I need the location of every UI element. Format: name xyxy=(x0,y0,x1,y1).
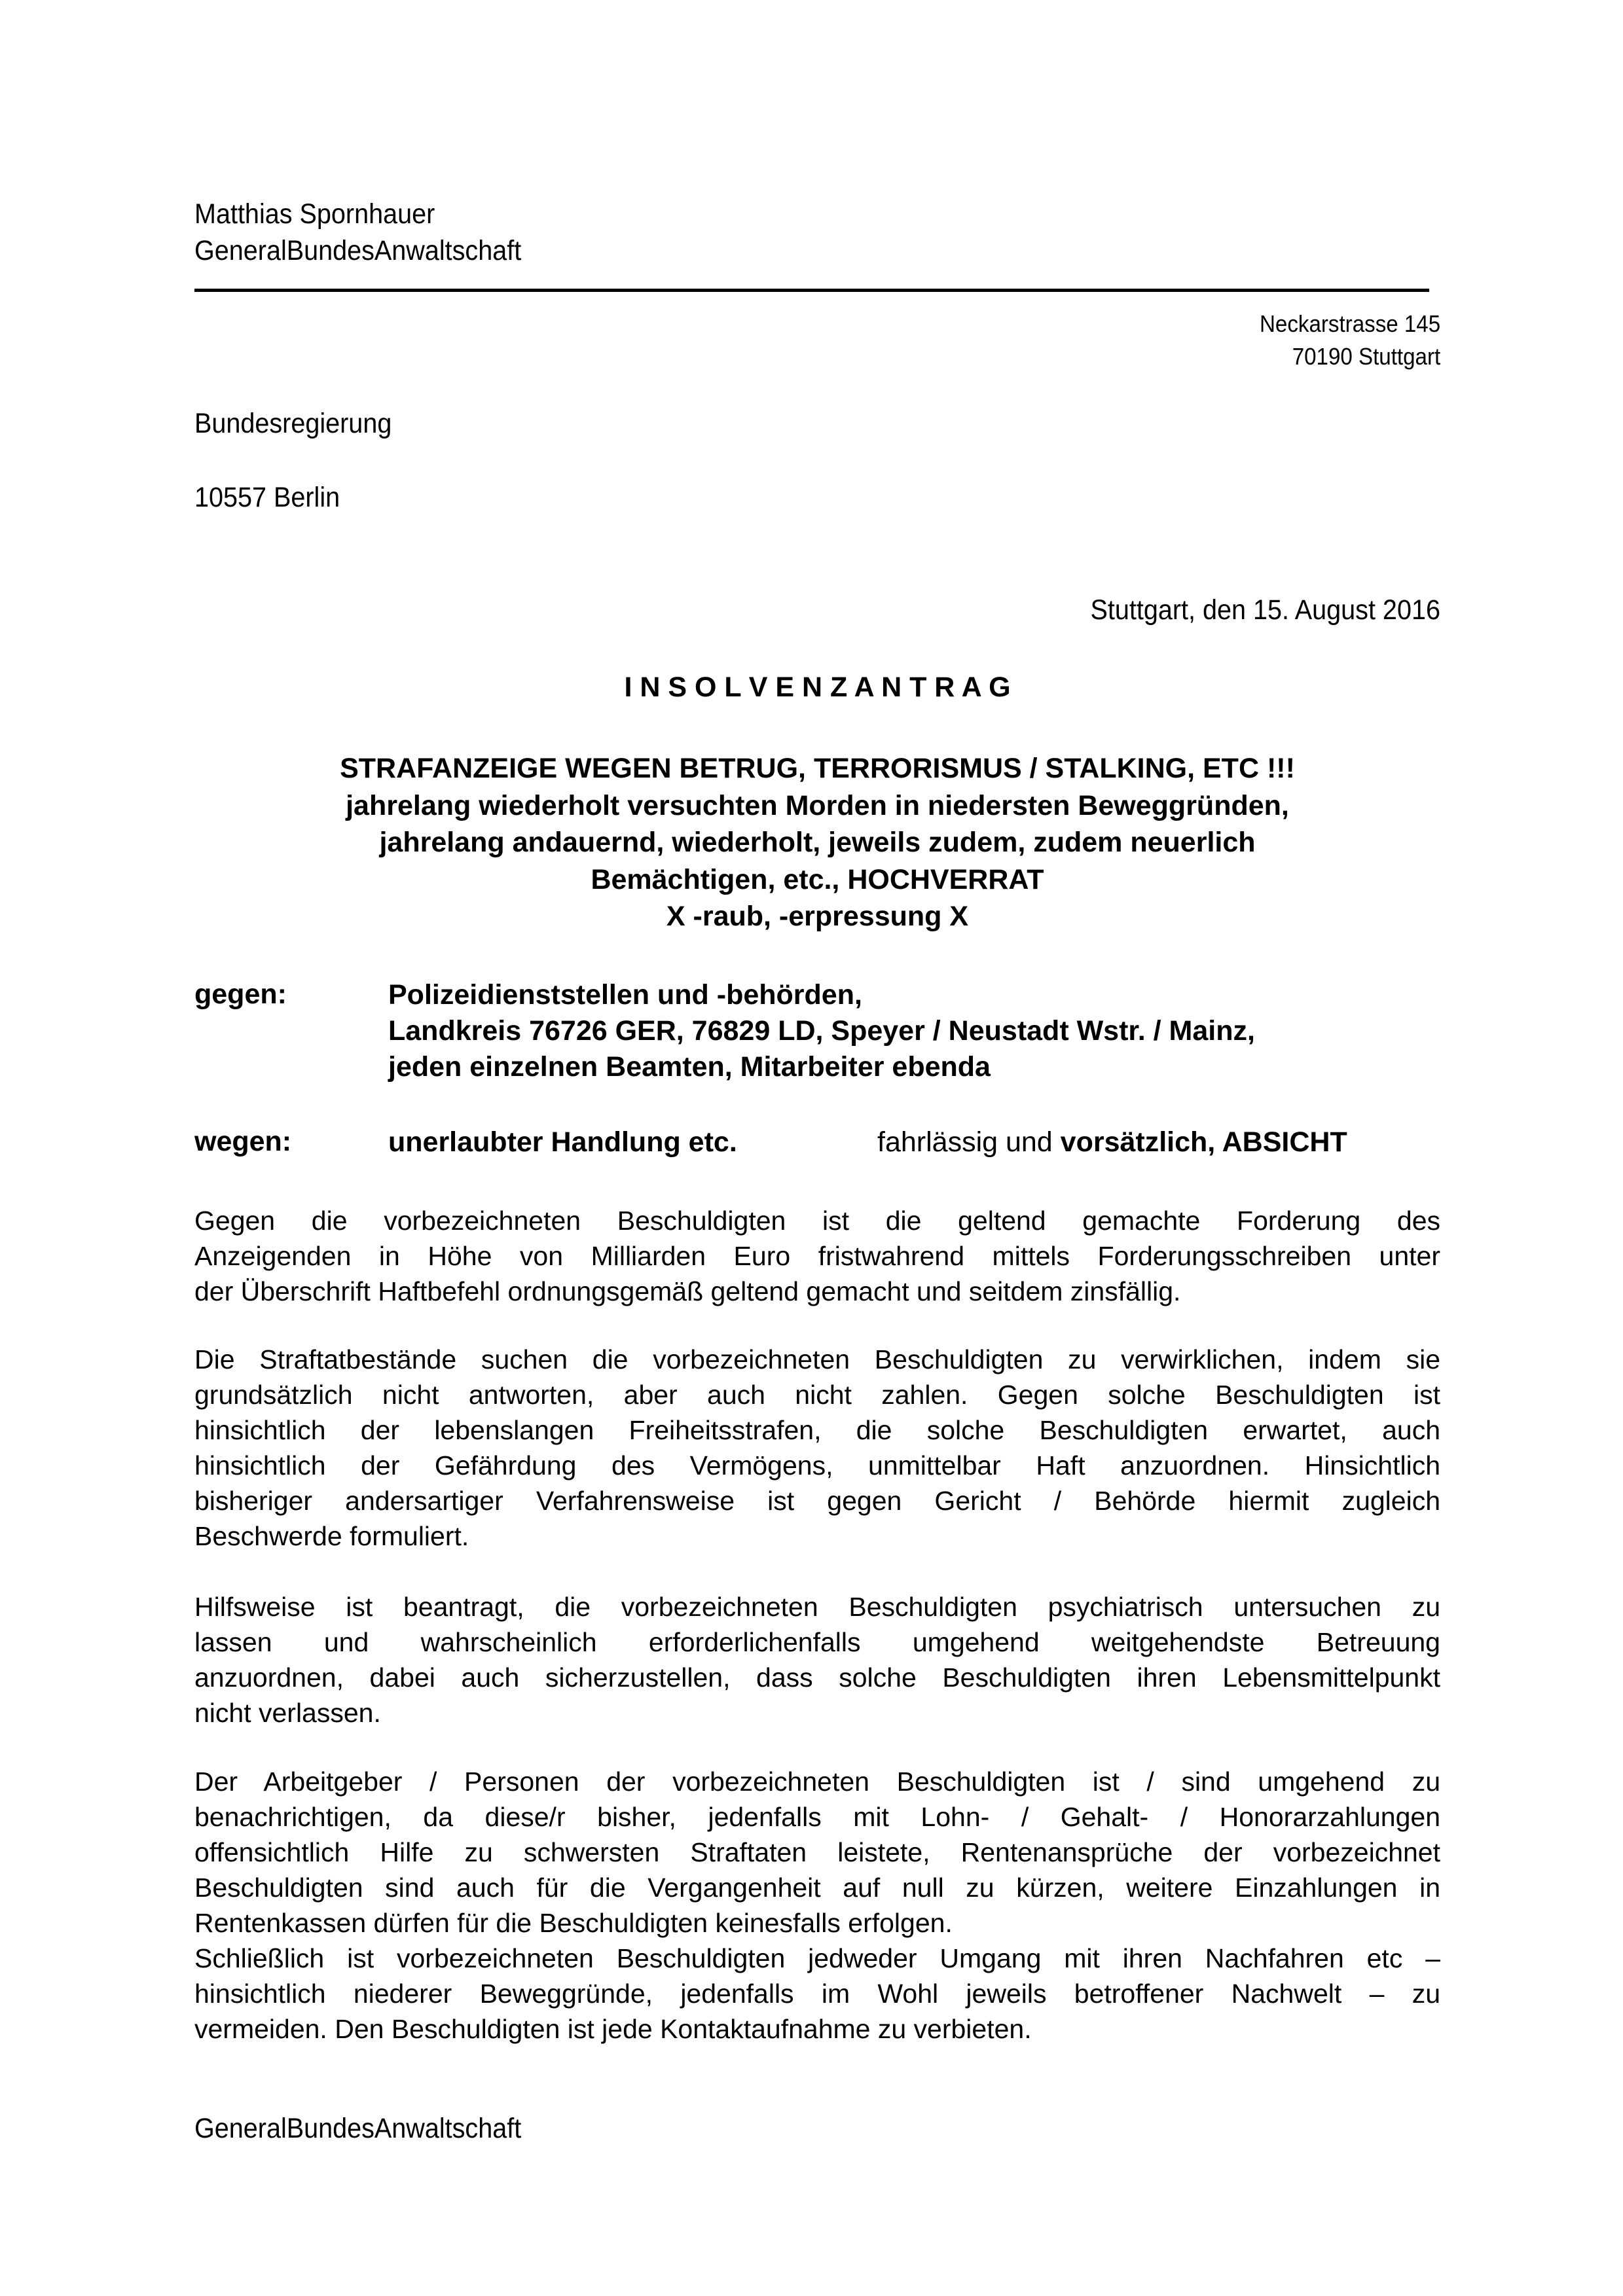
signature: GeneralBundesAnwaltschaft xyxy=(194,2113,522,2144)
paragraph-line: Beschuldigten sind auch für die Vergangenheit auf null zu kürzen, weitere Einzahlungen in xyxy=(194,1873,1440,1903)
paragraph-line: Gegen die vorbezeichneten Beschuldigten ist die geltend gemachte Forderung des xyxy=(194,1206,1440,1236)
paragraph-line: nicht verlassen. xyxy=(194,1698,381,1728)
document-title xyxy=(194,669,1440,706)
paragraph-line: anzuordnen, dabei auch sicherzustellen, dass solche Beschuldigten ihren Lebensmittelpunkt xyxy=(194,1662,1440,1693)
against-label: gegen: xyxy=(194,978,287,1010)
paragraph-2 xyxy=(194,1342,1440,1554)
paragraph-line: offensichtlich Hilfe zu schwersten Straftaten leistete, Rentenansprüche der vorbezeichnet xyxy=(194,1837,1440,1867)
paragraph-line: Hilfsweise ist beantragt, die vorbezeichneten Beschuldigten psychiatrisch untersuchen zu xyxy=(194,1592,1440,1622)
sender-street: Neckarstrasse 145 xyxy=(1259,310,1440,337)
paragraph-line: vermeiden. Den Beschuldigten ist jede Kontaktaufnahme zu verbieten. xyxy=(194,2014,1032,2044)
paragraph-line: bisheriger andersartiger Verfahrensweise ist gegen Gericht / Behörde hiermit zugleich xyxy=(194,1486,1440,1516)
paragraph-line: grundsätzlich nicht antworten, aber auch nicht zahlen. Gegen solche Beschuldigten ist xyxy=(194,1380,1440,1410)
manner-normal: fahrlässig und xyxy=(877,1126,1061,1158)
paragraph-line: lassen und wahrscheinlich erforderlichenfalls umgehend weitgehendste Betreuung xyxy=(194,1627,1440,1657)
against-line: jeden einzelnen Beamten, Mitarbeiter ebenda xyxy=(388,1051,991,1083)
paragraph-line: der Überschrift Haftbefehl ordnungsgemäß geltend gemacht und seitdem zinsfällig. xyxy=(194,1276,1181,1306)
recipient-name: Bundesregierung xyxy=(194,408,392,439)
paragraph-line: hinsichtlich niederer Beweggründe, jedenfalls im Wohl jeweils betroffener Nachwelt – zu xyxy=(194,1979,1440,2009)
sender-name: Matthias Spornhauer xyxy=(194,198,435,230)
because-label: wegen: xyxy=(194,1126,292,1157)
paragraph-line: Beschwerde formuliert. xyxy=(194,1521,469,1551)
subject-line: STRAFANZEIGE WEGEN BETRUG, TERRORISMUS / STALKING, ETC !!! xyxy=(340,753,1295,784)
paragraph-4 xyxy=(194,1764,1440,2047)
sender-organization: GeneralBundesAnwaltschaft xyxy=(194,235,522,266)
paragraph-3 xyxy=(194,1589,1440,1731)
paragraph-line: Schließlich ist vorbezeichneten Beschuldigten jedweder Umgang mit ihren Nachfahren etc – xyxy=(194,1943,1440,1973)
paragraph-line: hinsichtlich der lebenslangen Freiheitsstrafen, die solche Beschuldigten erwartet, auch xyxy=(194,1415,1440,1445)
because-reason: unerlaubter Handlung etc. xyxy=(388,1126,737,1158)
subject-block xyxy=(194,750,1440,935)
header-divider xyxy=(194,289,1429,292)
paragraph-line: Die Straftatbestände suchen die vorbezeichneten Beschuldigten zu verwirklichen, indem sie xyxy=(194,1344,1440,1374)
date-line: Stuttgart, den 15. August 2016 xyxy=(1090,594,1440,626)
against-line: Polizeidienststellen und -behörden, xyxy=(388,979,862,1011)
subject-line: jahrelang andauernd, wiederholt, jeweils zudem, zudem neuerlich xyxy=(379,827,1256,858)
paragraph-line: Der Arbeitgeber / Personen der vorbezeichneten Beschuldigten ist / sind umgehend zu xyxy=(194,1767,1440,1797)
against-line: Landkreis 76726 GER, 76829 LD, Speyer / Neustadt Wstr. / Mainz, xyxy=(388,1015,1255,1047)
manner-bold: vorsätzlich, ABSICHT xyxy=(1060,1126,1347,1158)
paragraph-1 xyxy=(194,1203,1440,1309)
paragraph-line: hinsichtlich der Gefährdung des Vermögens, unmittelbar Haft anzuordnen. Hinsichtlich xyxy=(194,1450,1440,1480)
paragraph-line: benachrichtigen, da diese/r bisher, jedenfalls mit Lohn- / Gehalt- / Honorarzahlungen xyxy=(194,1802,1440,1832)
because-manner xyxy=(877,1124,1347,1160)
subject-line: jahrelang wiederholt versuchten Morden in niedersten Beweggründen, xyxy=(346,789,1289,821)
recipient-city: 10557 Berlin xyxy=(194,482,340,513)
subject-line: X -raub, -erpressung X xyxy=(666,901,969,932)
paragraph-line: Rentenkassen dürfen für die Beschuldigten keinesfalls erfolgen. xyxy=(194,1908,953,1938)
subject-line: Bemächtigen, etc., HOCHVERRAT xyxy=(591,863,1044,895)
paragraph-line: Anzeigenden in Höhe von Milliarden Euro fristwahrend mittels Forderungsschreiben unter xyxy=(194,1241,1440,1271)
title-text: I N S O L V E N Z A N T R A G xyxy=(624,672,1011,703)
sender-city: 70190 Stuttgart xyxy=(1292,343,1440,370)
against-block xyxy=(388,977,1255,1085)
